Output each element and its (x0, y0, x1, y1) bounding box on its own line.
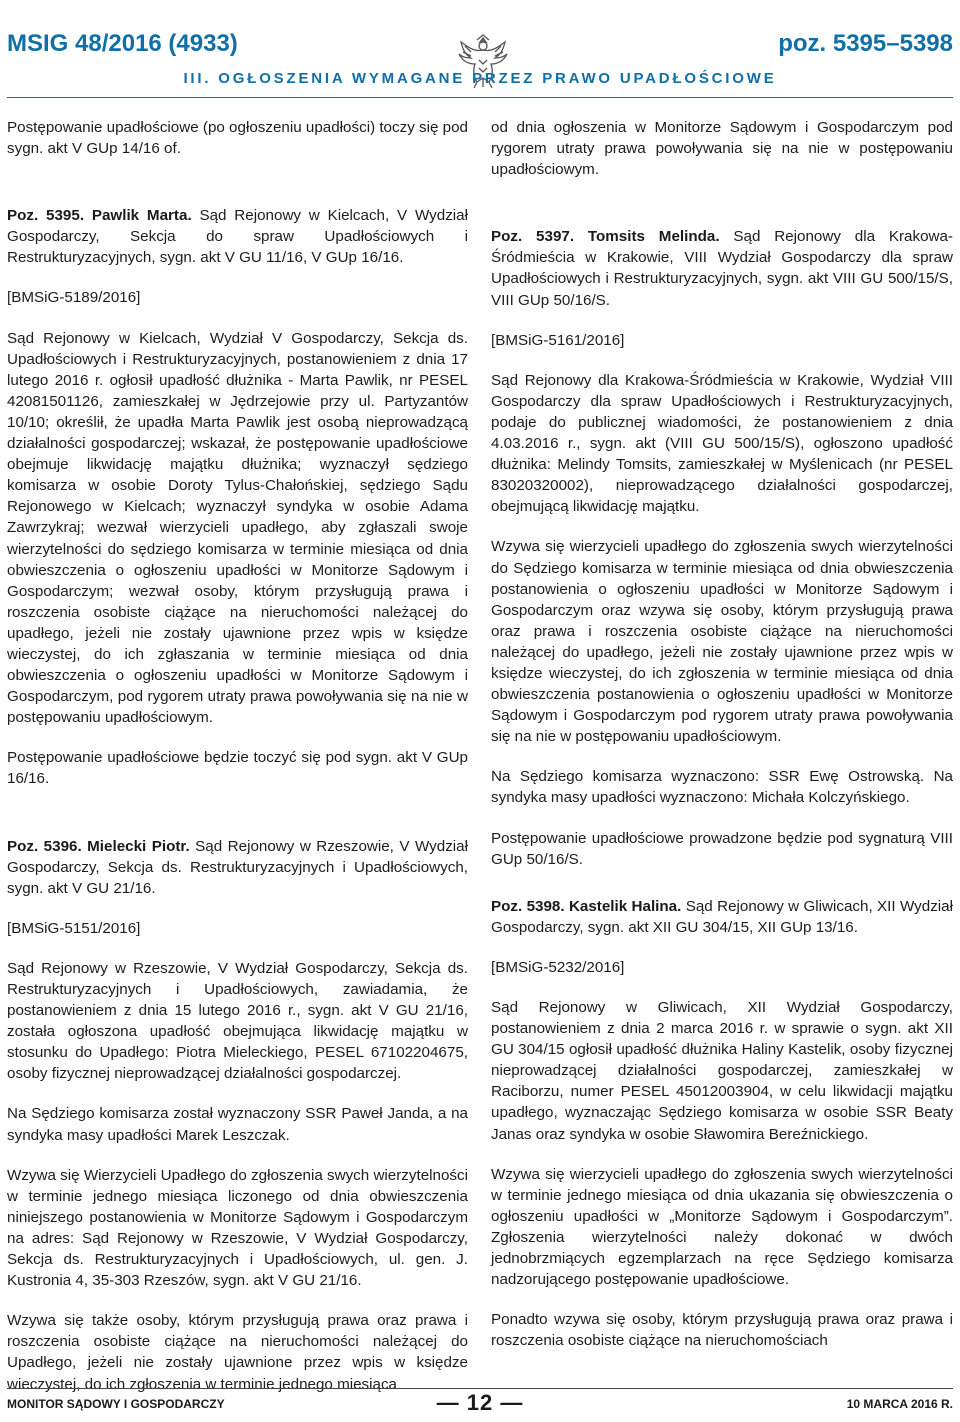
footer-divider (7, 1388, 953, 1389)
entry-paragraph: Sąd Rejonowy w Kielcach, Wydział V Gospodarczy, Sekcja ds. Upadłościowych i Restrukturyzacyjnych, postanowieniem z dnia 17 lutego 2016 r. ogłosił upadłość dłużnika - Marta Pawlik, nr PESEL 42081501126, zamieszkałej w Jędrzejowie przy ul. Partyzantów 10/10; określił, że upadła Marta Pawlik jest osobą nieprowadzącą działalności gospodarczej; wskazał, że postępowanie upadłościowe obejmuje likwidację majątku dłużnika; wyznaczył sędziego komisarza w osobie Doroty Tylus-Chałońskiej, sędziego Sądu Rejonowego w Kielcach; wyznaczył syndyka w osobie Adama Zawrzykraj; wezwał wierzycieli upadłego, aby zgłaszali swoje wierzytelności do sędziego komisarza w terminie miesiąca od dnia obwieszczenia o ogłoszeniu upadłości w Monitorze Sądowym i Gospodarczym; wezwał osoby, którym przysługują prawa i roszczenia osobiste ciążące na nieruchomości należącej do upadłego, jeżeli nie zostały ujawnione przez wpis w księdze wieczystej, do ich zgłaszania w terminie miesiąca od dnia obwieszczenia o ogłoszeniu upadłości w Monitorze Sądowym i Gospodarczym, pod rygorem utraty prawa powoływania się na nie w postępowaniu upadłościowym. (7, 329, 468, 727)
left-column (7, 117, 468, 1414)
entry-paragraph: Postępowanie upadłościowe będzie toczyć się pod sygn. akt V GUp 16/16. (7, 749, 468, 788)
entry-title: Poz. 5395. Pawlik Marta. (7, 207, 192, 225)
entry-code: [BMSiG-5232/2016] (491, 958, 625, 976)
entry-heading (7, 836, 468, 899)
issue-number: MSIG 48/2016 (4933) (7, 30, 238, 57)
entry-paragraph: Wzywa się także osoby, którym przysługują prawa oraz prawa i roszczenia osobiste ciążące na nieruchomości należącej do Upadłego, jeżeli nie zostały ujawnione przez wpis w księdze wieczystej, do ich zgłoszenia w terminie jednego miesiąca (7, 1312, 468, 1393)
page-header (7, 30, 953, 70)
entry-title: Poz. 5397. Tomsits Melinda. (491, 228, 720, 246)
issue-date: 10 MARCA 2016 R. (846, 1397, 953, 1411)
entry-paragraph: Na Sędziego komisarza wyznaczono: SSR Ewę Ostrowską. Na syndyka masy upadłości wyznaczono: Michała Kolczyńskiego. (491, 768, 953, 807)
entry-heading (491, 896, 953, 938)
entry-heading (491, 226, 953, 310)
continued-paragraph: Postępowanie upadłościowe (po ogłoszeniu upadłości) toczy się pod sygn. akt V GUp 14/16 of. (7, 119, 468, 158)
page-number: — 12 — (436, 1390, 524, 1415)
continued-paragraph: od dnia ogłoszenia w Monitorze Sądowym i Gospodarczym pod rygorem utraty prawa powoływania się na nie w postępowaniu upadłościowym. (491, 119, 953, 179)
entry-court: Sąd Rejonowy w Rzeszowie, V Wydział Gospodarczy, Sekcja ds. Restrukturyzacyjnych i Upadłościowych, sygn. akt V GU 21/16. (7, 837, 468, 897)
entry-paragraph: Ponadto wzywa się osoby, którym przysługują prawa oraz prawa i roszczenia osobiste ciążące na nieruchomościach (491, 1311, 953, 1350)
entry-paragraph: Wzywa się wierzycieli upadłego do zgłoszenia swych wierzytelności do Sędziego komisarza w terminie miesiąca od dnia obwieszczenia postanowienia o ogłoszeniu upadłości w Monitorze Sądowym i Gospodarczym oraz wzywa się osoby, którym przysługują prawa oraz prawa i roszczenia osobiste ciążące na nieruchomości należącej do upadłego, jeżeli nie zostały ujawnione przez wpis w księdze wieczystej, do ich zgłoszenia w terminie miesiąca od dnia obwieszczenia postanowienia o ogłoszeniu upadłości w Monitorze Sądowym i Gospodarczym pod rygorem utraty prawa powoływania się na nie w postępowaniu upadłościowym. (491, 538, 953, 746)
right-column (491, 117, 953, 1370)
entry-5396 (7, 836, 468, 1395)
entry-code: [BMSiG-5189/2016] (7, 289, 141, 307)
positions-range: poz. 5395–5398 (778, 30, 953, 57)
entry-title: Poz. 5396. Mielecki Piotr. (7, 837, 190, 855)
entry-5395 (7, 205, 468, 789)
entry-title: Poz. 5398. Kastelik Halina. (491, 897, 682, 915)
entry-paragraph: Na Sędziego komisarza został wyznaczony SSR Paweł Janda, a na syndyka masy upadłości Marek Leszczak. (7, 1105, 468, 1144)
entry-paragraph: Sąd Rejonowy dla Krakowa-Śródmieścia w Krakowie, Wydział VIII Gospodarczy dla spraw Upadłościowych i Restrukturyzacyjnych, podaje do publicznej wiadomości, że postanowieniem z dnia 4.03.2016 r., sygn. akt (VIII GU 500/15/S), ogłoszono upadłość dłużnika: Melindy Tomsits, zamieszkałej w Myślenicach (nr PESEL 83020320002), nieprowadzącego działalności gospodarczej, obejmującą likwidację majątku. (491, 371, 953, 516)
entry-5397 (491, 226, 953, 869)
entry-5398 (491, 896, 953, 1352)
entry-paragraph: Sąd Rejonowy w Rzeszowie, V Wydział Gospodarczy, Sekcja ds. Restrukturyzacyjnych i Upadłościowych, zawiadamia, że postanowieniem z dnia 15 lutego 2016 r., sygn. akt V GU 21/16, została ogłoszona upadłość obejmująca likwidację majątku w stosunku do Upadłego: Piotra Mieleckiego, PESEL 67102204675, osoby fizycznej nieprowadzącej działalności gospodarczej. (7, 959, 468, 1083)
publication-name: MONITOR SĄDOWY I GOSPODARCZY (7, 1397, 225, 1411)
entry-heading (7, 205, 468, 268)
entry-court: Sąd Rejonowy w Gliwicach, XII Wydział Gospodarczy, sygn. akt XII GU 304/15, XII GUp 13/16. (491, 897, 953, 936)
entry-paragraph: Wzywa się wierzycieli upadłego do zgłoszenia swych wierzytelności w terminie jednego miesiąca od dnia ukazania się obwieszczenia o ogłoszeniu upadłości w „Monitorze Sądowym i Gospodarczym”. Zgłoszenia wierzytelności należy dokonać w dwóch jednobrzmiących egzemplarzach na ręce Sędziego komisarza nadzorującego postępowanie upadłościowe. (491, 1165, 953, 1289)
entry-paragraph: Postępowanie upadłościowe prowadzone będzie pod sygnaturą VIII GUp 50/16/S. (491, 829, 953, 868)
section-title: III. OGŁOSZENIA WYMAGANE PRZEZ PRAWO UPADŁOŚCIOWE (183, 70, 777, 87)
entry-court: Sąd Rejonowy w Kielcach, V Wydział Gospodarczy, Sekcja do spraw Upadłościowych i Restrukturyzacyjnych, sygn. akt V GU 11/16, V GUp 16/16. (7, 207, 468, 267)
entry-paragraph: Sąd Rejonowy w Gliwicach, XII Wydział Gospodarczy, postanowieniem z dnia 2 marca 2016 r. w sprawie o sygn. akt XII GU 304/15 ogłosił upadłość dłużnika Haliny Kastelik, osoby fizycznej nieprowadzącej działalności gospodarczej, zamieszkałej w Raciborzu, numer PESEL 45012003904, w celu likwidacji majątku upadłego, wyznaczając Sędziego komisarza w osobie SSR Beaty Janas oraz syndyka w osobie Sławomira Bereźnickiego. (491, 999, 953, 1143)
entry-paragraph: Wzywa się Wierzycieli Upadłego do zgłoszenia swych wierzytelności w terminie jednego miesiąca liczonego od dnia obwieszczenia niniejszego postanowienia w Monitorze Sądowym i Gospodarczym na adres: Sąd Rejonowy w Rzeszowie, V Wydział Gospodarczy, Sekcja ds. Restrukturyzacyjnych i Upadłościowych, ul. gen. J. Kustronia 4, 35-303 Rzeszów, sygn. akt V GU 21/16. (7, 1166, 468, 1290)
entry-code: [BMSiG-5151/2016] (7, 919, 141, 937)
entry-code: [BMSiG-5161/2016] (491, 331, 625, 349)
section-divider (7, 97, 953, 98)
entry-court: Sąd Rejonowy dla Krakowa-Śródmieścia w Krakowie, VIII Wydział Gospodarczy dla spraw Upadłościowych i Restrukturyzacyjnych, sygn. akt VIII GU 500/15/S, VIII GUp 50/16/S. (491, 228, 953, 309)
